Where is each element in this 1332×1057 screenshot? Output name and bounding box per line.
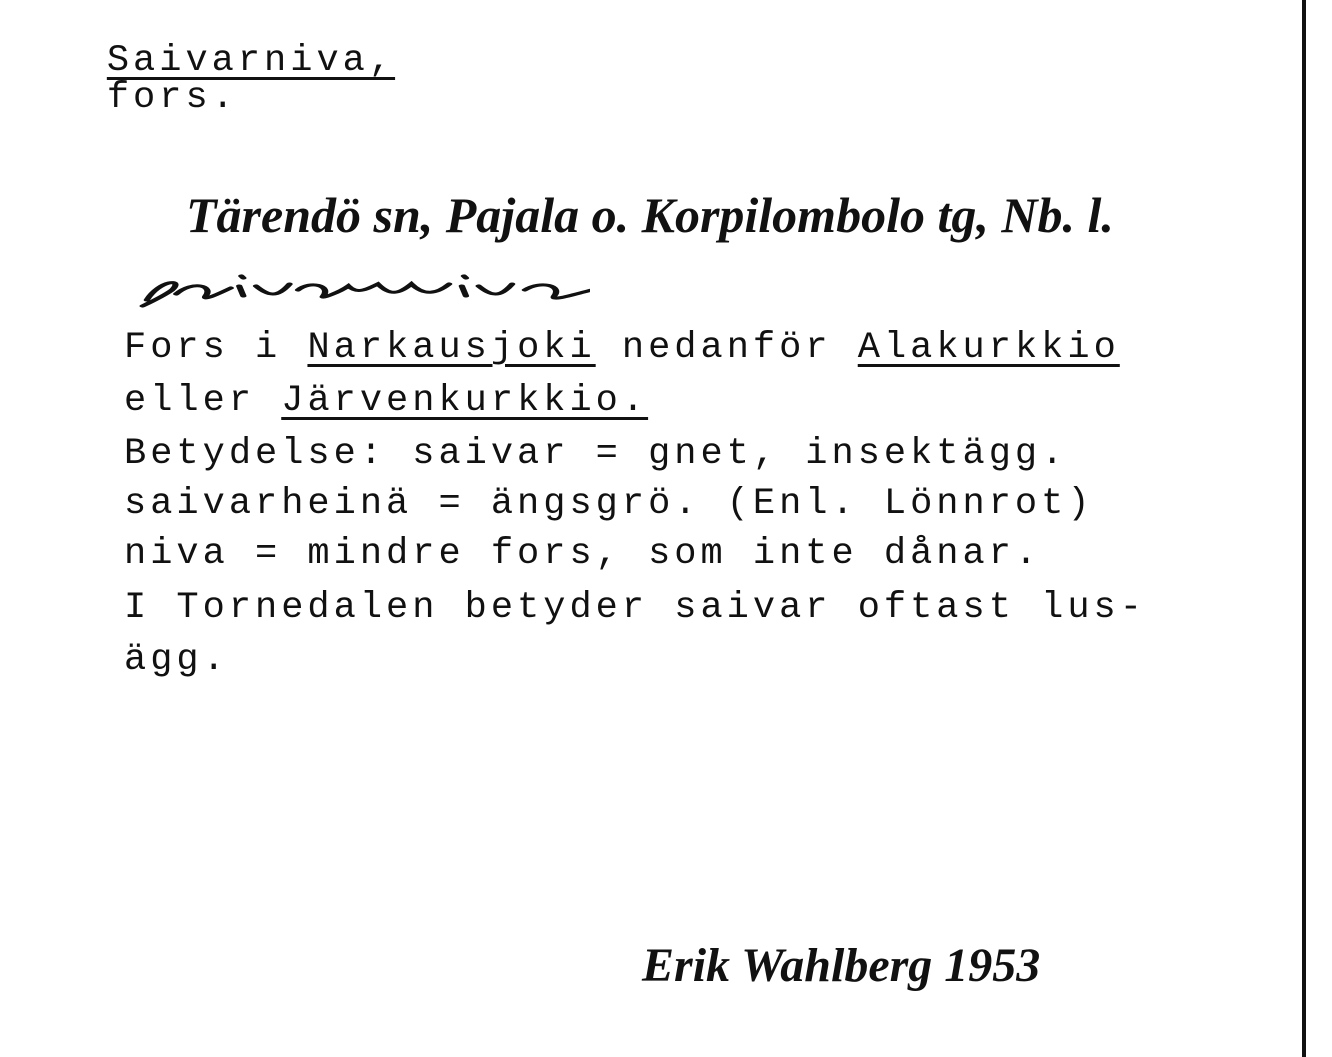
signature: Erik Wahlberg 1953 — [642, 939, 1041, 992]
body-line-3: Betydelse: saivar = gnet, insektägg. — [124, 433, 1068, 475]
body-line-4: saivarheinä = ängsgrö. (Enl. Lönnrot) — [124, 483, 1094, 525]
body-line-5: niva = mindre fors, som inte dånar. — [124, 533, 1042, 575]
body-text: nedanför — [595, 327, 858, 369]
place-name: Järvenkurkkio. — [281, 380, 649, 422]
locality-line: Tärendö sn, Pajala o. Korpilombolo tg, Nb. l. — [186, 187, 1114, 243]
header-category: fors. — [106, 77, 238, 119]
body-line-2 — [124, 380, 649, 422]
body-line-6: I Tornedalen betyder saivar oftast lus- — [124, 587, 1146, 629]
place-name: Alakurkkio — [857, 327, 1120, 369]
headword: Saivarniva, — [106, 40, 396, 82]
handwritten-name — [130, 250, 590, 310]
river-name: Narkausjoki — [307, 327, 596, 369]
body-text: Fors i — [124, 327, 308, 369]
body-line-1 — [124, 327, 1120, 369]
card-header — [2, 6, 395, 154]
body-text: eller — [124, 380, 282, 422]
body-line-7: ägg. — [124, 639, 229, 681]
card-edge-line — [1302, 0, 1306, 1057]
